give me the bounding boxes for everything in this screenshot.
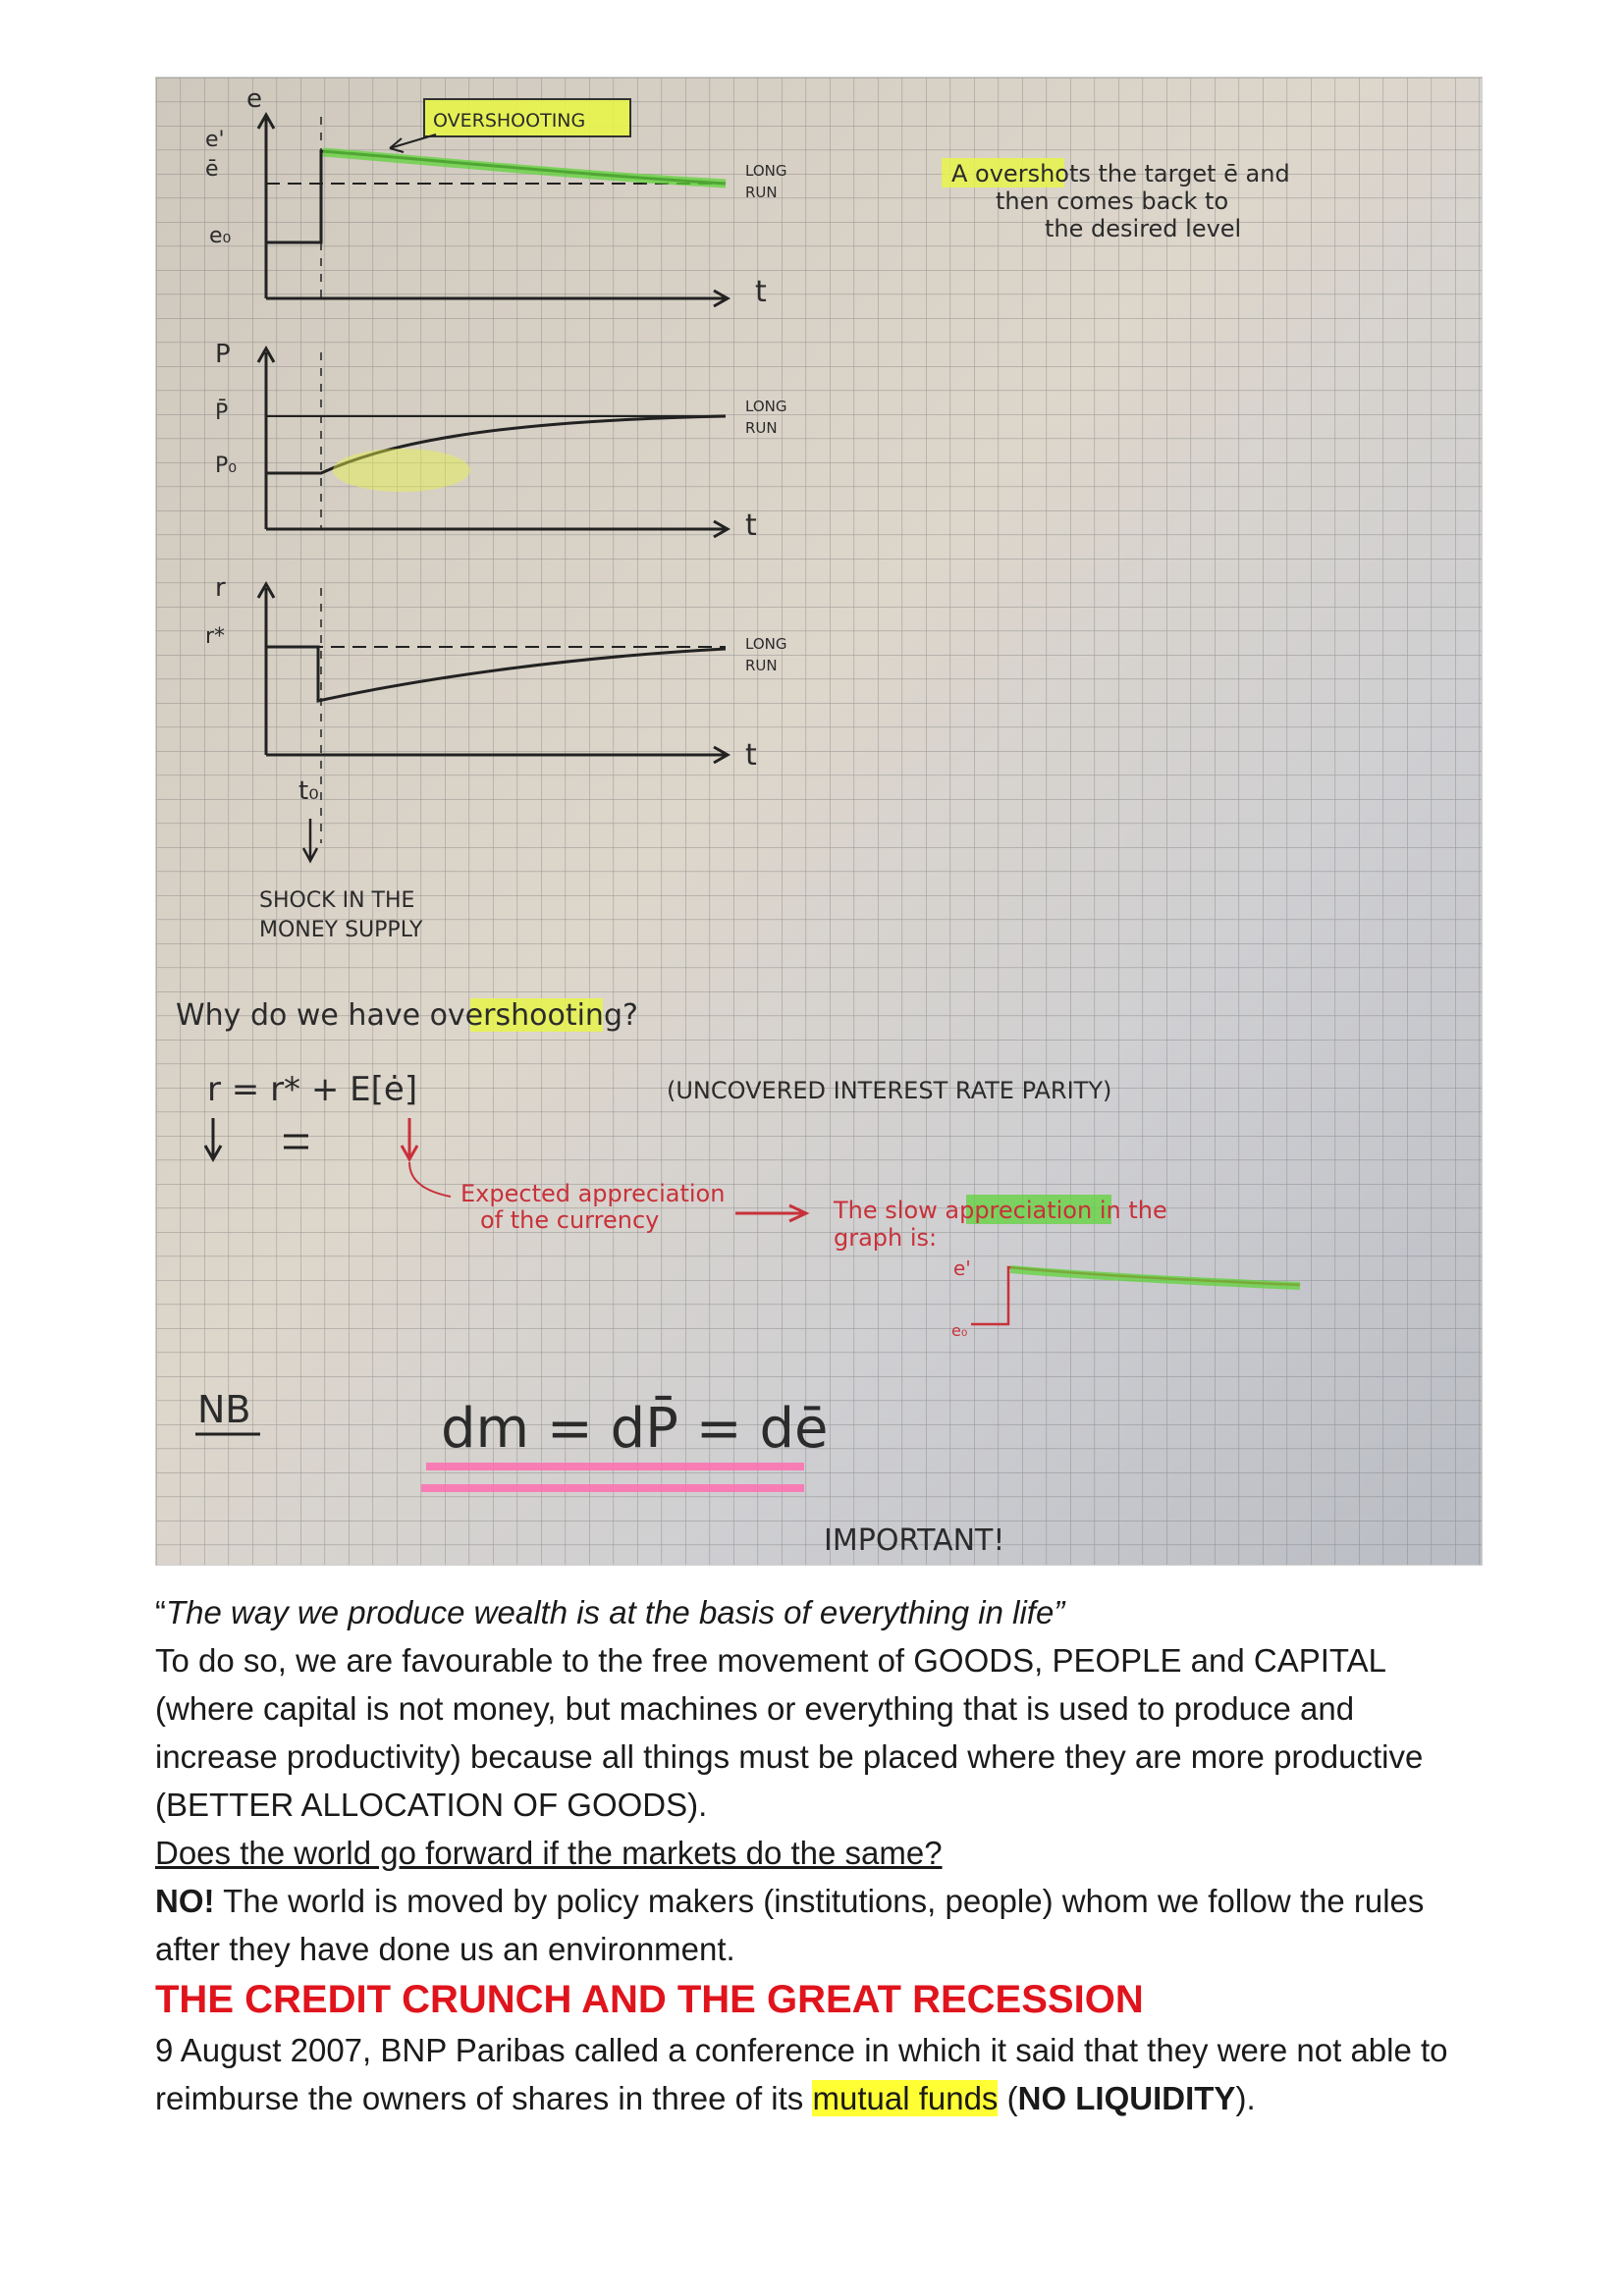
e0-tick: e₀ <box>209 224 232 248</box>
expected-line1: Expected appreciation <box>460 1180 726 1207</box>
r-axis-label: r <box>215 573 226 603</box>
e-prime-tick: e' <box>205 128 225 152</box>
p-t-label: t <box>745 508 757 543</box>
slow-line1: The slow appreciation in the <box>834 1197 1167 1224</box>
nb-formula: dm = dP̄ = dē <box>441 1397 829 1461</box>
p-axis-label: P <box>215 340 231 369</box>
quote-paragraph <box>155 1588 1471 1636</box>
bnp-paren-close: ). <box>1235 2080 1256 2116</box>
important-label: IMPORTANT! <box>824 1523 1005 1558</box>
overshooting-question <box>176 998 638 1033</box>
overshooting-callout-text: OVERSHOOTING <box>433 110 586 132</box>
bnp-text: 9 August 2007, BNP Paribas called a conference in which it said that they were not able to reimburse the owners of shares in three of its <box>155 2032 1448 2116</box>
e-run-label: RUN <box>745 184 778 201</box>
no-liquidity-bold: NO LIQUIDITY <box>1017 2080 1236 2116</box>
t0-label: t₀ <box>298 776 319 806</box>
r-run-label: RUN <box>745 657 778 674</box>
side-note-line3: the desired level <box>1045 215 1242 242</box>
bnp-paren-open: ( <box>998 2080 1018 2116</box>
question-underlined: Does the world go forward if the markets do the same? <box>155 1835 943 1871</box>
handwritten-notes-photo <box>155 77 1483 1566</box>
answer-bold: NO! <box>155 1883 215 1919</box>
equation-note: (UNCOVERED INTEREST RATE PARITY) <box>667 1077 1112 1104</box>
quote-open: “ <box>155 1594 166 1630</box>
quote-text: The way we produce wealth is at the basis of everything in life” <box>166 1594 1065 1630</box>
e-bar-tick: ē <box>205 157 219 182</box>
r-long-label: LONG <box>745 635 787 653</box>
mutual-funds-highlight: mutual funds <box>812 2080 999 2116</box>
shock-line1: SHOCK IN THE <box>259 888 415 913</box>
question-text: Why do we have overshooting? <box>176 998 638 1033</box>
expected-line2: of the currency <box>480 1206 660 1234</box>
side-note-line2: then comes back to <box>996 187 1229 215</box>
equation-text: r = r* + E[ė] <box>207 1070 418 1109</box>
slow-line2: graph is: <box>834 1224 938 1252</box>
paragraph-free-movement: To do so, we are favourable to the free movement of GOODS, PEOPLE and CAPITAL (where capital is not money, but machines or everything that is used to produce and increase productivity) because all things must be placed where they are more productive (BETTER ALLOCATION OF GOODS). <box>155 1642 1424 1823</box>
answer-rest: The world is moved by policy makers (institutions, people) whom we follow the rules after they have done us an environment. <box>155 1883 1425 1967</box>
mini-e-prime: e' <box>953 1256 971 1280</box>
shock-line2: MONEY SUPPLY <box>259 918 423 942</box>
answer-paragraph <box>155 1877 1471 1973</box>
e-axis-label: e <box>246 84 262 114</box>
e-t-label: t <box>755 275 767 309</box>
nb-label: NB <box>197 1388 251 1431</box>
p-bar-tick: P̄ <box>215 400 229 425</box>
bnp-paragraph <box>155 2026 1471 2122</box>
p0-tick: P₀ <box>215 454 238 478</box>
document-body <box>155 1588 1471 2122</box>
r-t-label: t <box>745 738 757 773</box>
e-long-label: LONG <box>745 162 787 180</box>
p-marker-smudge <box>333 449 470 492</box>
side-note-line1: A overshots the target ē and <box>951 160 1290 187</box>
section-heading: THE CREDIT CRUNCH AND THE GREAT RECESSION <box>155 1978 1144 2021</box>
r-star-tick: r* <box>205 624 226 649</box>
p-run-label: RUN <box>745 419 778 437</box>
p-long-label: LONG <box>745 398 787 415</box>
paper-grid <box>156 78 1482 1565</box>
mini-e0: e₀ <box>951 1321 968 1340</box>
